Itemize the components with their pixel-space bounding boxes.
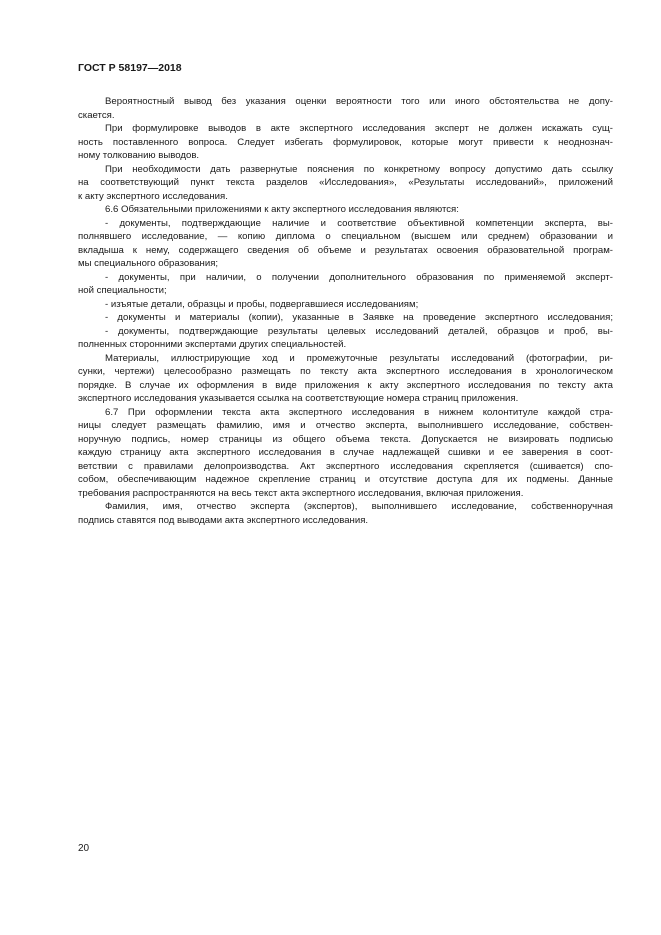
text-line: Материалы, иллюстрирующие ход и промежуточные результаты исследований (фотографии, ри- [105, 352, 613, 364]
text-line: При формулировке выводов в акте экспертного исследования эксперт не должен искажать сущ- [105, 123, 613, 134]
text-line: полненных сторонними экспертами других специальностей. [78, 339, 347, 350]
text-line: подпись ставятся под выводами акта экспертного исследования. [78, 514, 369, 526]
text-line: требования распространяются на весь текст акта экспертного исследования, включая приложения. [78, 487, 524, 499]
text-line: Вероятностный вывод без указания оценки вероятности того или иного обстоятельства не допу- [105, 96, 613, 107]
text-line: каждую страницу акта экспертного исследования в случае надлежащей сшивки и ее заверения в соот- [78, 447, 613, 458]
page-number: 20 [78, 843, 90, 854]
text-line: к акту экспертного исследования. [78, 190, 228, 202]
text-line: норучную подпись, номер страницы из общего объема текста. Допускается не визировать подписью [78, 433, 613, 445]
text-line: сунки, чертежи) целесообразно размещать по тексту акта экспертного исследования в хронологическом [78, 366, 613, 377]
text-line: скается. [78, 109, 115, 121]
text-line: - документы, подтверждающие наличие и соответствие объективной компетенции эксперта, вы- [105, 217, 613, 229]
text-line: мы специального образования; [78, 258, 219, 269]
text-line: 6.6 Обязательными приложениями к акту экспертного исследования являются: [105, 204, 459, 215]
text-line: При необходимости дать развернутые пояснения по конкретному вопросу допустимо дать ссылку [105, 163, 613, 175]
text-line: собом, обеспечивающим надежное скрепление страниц и отсутствие доступа для их подмены. Данные [78, 474, 613, 485]
text-line: на соответствующий пункт текста разделов «Исследования», «Результаты исследований», приложений [78, 177, 613, 188]
text-line: - документы и материалы (копии), указанные в Заявке на проведение экспертного исследования; [105, 312, 613, 323]
text-line: - изъятые детали, образцы и пробы, подвергавшиеся исследованиям; [105, 298, 419, 310]
text-line: ность поставленного вопроса. Следует избегать формулировок, которые могут привести к неоднознач- [78, 136, 613, 148]
text-line: вкладыша к нему, содержащего сведения об объеме и результатах освоения образовательной програм- [78, 244, 613, 256]
text-line: 6.7 При оформлении текста акта экспертного исследования в нижнем колонтитуле каждой стра- [105, 406, 613, 418]
text-line: порядке. В случае их оформления в виде приложения к акту экспертного исследования по тексту акта [78, 379, 613, 391]
text-line: ному толкованию выводов. [78, 150, 200, 161]
text-line: ной специальности; [78, 285, 167, 296]
text-line: ницы следует размещать фамилию, имя и отчество эксперта, выполнившего исследование, собствен- [78, 420, 613, 431]
document-header: ГОСТ Р 58197—2018 [78, 62, 182, 74]
text-line: полнявшего исследование, — копию диплома о специальном (высшем или среднем) образовании и [78, 231, 613, 242]
text-line: Фамилия, имя, отчество эксперта (экспертов), выполнившего исследование, собственноручная [105, 501, 613, 512]
text-line: - документы, при наличии, о получении дополнительного образования по применяемой эксперт- [105, 271, 613, 283]
text-line: - документы, подтверждающие результаты целевых исследований деталей, образцов и проб, вы- [105, 325, 613, 337]
text-line: экспертного исследования указывается ссылка на соответствующие номера страниц приложения. [78, 393, 519, 404]
document-body [78, 95, 613, 527]
text-line: ветствии с правилами делопроизводства. Акт экспертного исследования скрепляется (сшивается) спо- [78, 460, 613, 472]
